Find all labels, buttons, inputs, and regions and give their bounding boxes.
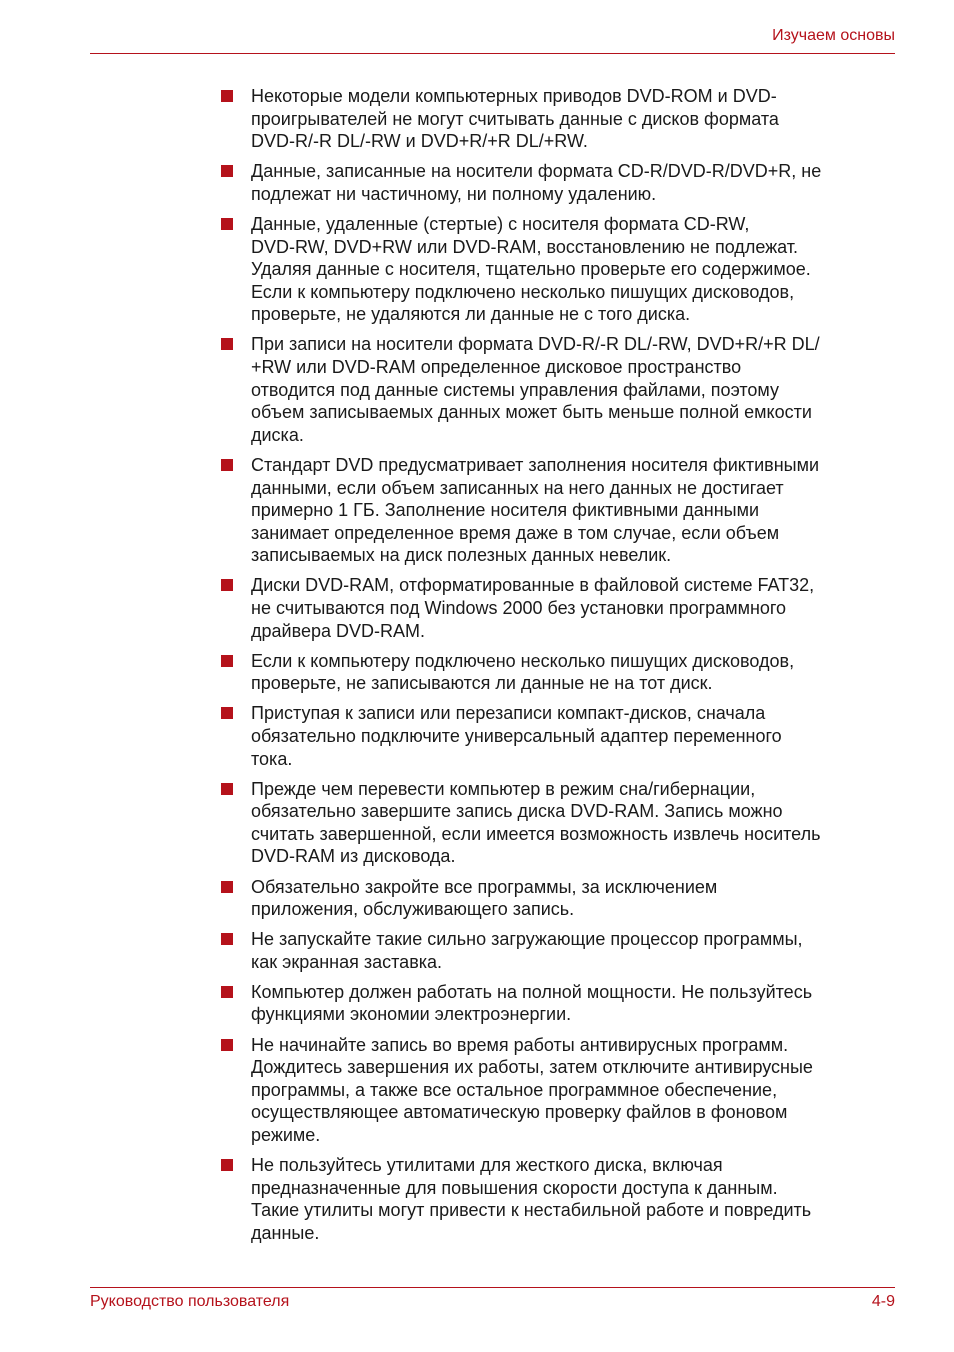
list-item-text: Если к компьютеру подключено несколько пишущих дисководов, проверьте, не записываются ли данные не на тот диск.: [251, 650, 795, 694]
page-content: [221, 85, 901, 1252]
square-bullet-icon: [221, 881, 233, 893]
list-item: [221, 213, 901, 326]
square-bullet-icon: [221, 933, 233, 945]
list-item: [221, 1154, 901, 1244]
square-bullet-icon: [221, 90, 233, 102]
square-bullet-icon: [221, 165, 233, 177]
square-bullet-icon: [221, 459, 233, 471]
square-bullet-icon: [221, 1159, 233, 1171]
list-item: [221, 85, 901, 153]
list-item-text: Некоторые модели компьютерных приводов DVD-ROM и DVD- проигрывателей не могут считывать данные с дисков формата DVD-R/-R DL/-RW и DVD+R/+R DL/+RW.: [251, 86, 779, 152]
list-item-text: Данные, записанные на носители формата CD-R/DVD-R/DVD+R, не подлежат ни частичному, ни полному удалению.: [251, 161, 822, 204]
list-item: [221, 876, 901, 921]
page-footer: [90, 1287, 895, 1327]
manual-title: Руководство пользователя: [90, 1293, 290, 1310]
page-header: [90, 0, 895, 55]
list-item: [221, 574, 901, 642]
header-divider: [90, 53, 895, 54]
square-bullet-icon: [221, 218, 233, 230]
list-item-text: При записи на носители формата DVD-R/-R DL/-RW, DVD+R/+R DL/ +RW или DVD-RAM определенное дисковое пространство отводится под данные системы управления файлами, поэтому объем записываемых данных может быть меньше полной емкости диска.: [251, 334, 820, 445]
square-bullet-icon: [221, 579, 233, 591]
square-bullet-icon: [221, 338, 233, 350]
section-title: Изучаем основы: [772, 27, 895, 44]
list-item-text: Не пользуйтесь утилитами для жесткого диска, включая предназначенные для повышения скорости доступа к данным. Такие утилиты могут привести к нестабильной работе и повредить данные.: [251, 1155, 812, 1243]
list-item: [221, 702, 901, 770]
list-item: [221, 928, 901, 973]
notes-list: [221, 85, 901, 1244]
list-item-text: Данные, удаленные (стертые) с носителя формата CD-RW, DVD-RW, DVD+RW или DVD-RAM, восстановлению не подлежат. Удаляя данные с носителя, тщательно проверьте его содержимое. Если к компьютеру подключено несколько пишущих дисководов, проверьте, не удаляются ли данные не с того диска.: [251, 213, 811, 325]
square-bullet-icon: [221, 655, 233, 667]
square-bullet-icon: [221, 1039, 233, 1051]
page-number: 4-9: [871, 1293, 895, 1310]
list-item: [221, 650, 901, 695]
square-bullet-icon: [221, 783, 233, 795]
square-bullet-icon: [221, 986, 233, 998]
list-item-text: Стандарт DVD предусматривает заполнения носителя фиктивными данными, если объем записанных на него данных не достигает примерно 1 ГБ. Заполнение носителя фиктивными данными занимает определенное время даже в том случае, если объем записываемых на диск полезных данных невелик.: [251, 454, 820, 566]
list-item-text: Диски DVD-RAM, отформатированные в файловой системе FAT32, не считываются под Windows 2000 без установки программного драйвера DVD-RAM.: [251, 575, 815, 641]
list-item-text: Прежде чем перевести компьютер в режим сна/гибернации, обязательно завершите запись диска DVD-RAM. Запись можно считать завершенной, если имеется возможность извлечь носитель DVD-RAM из дисковода.: [251, 778, 821, 867]
footer-divider: [90, 1287, 895, 1288]
square-bullet-icon: [221, 707, 233, 719]
list-item: [221, 778, 901, 868]
list-item-text: Обязательно закройте все программы, за исключением приложения, обслуживающего запись.: [251, 876, 718, 920]
list-item: [221, 160, 901, 205]
list-item-text: Не начинайте запись во время работы антивирусных программ. Дождитесь завершения их работы, затем отключите антивирусные программы, а также все остальное программное обеспечение, осуществляющее автоматическую проверку файлов в фоновом режиме.: [251, 1034, 813, 1145]
list-item-text: Приступая к записи или перезаписи компакт-дисков, сначала обязательно подключите универсальный адаптер переменного тока.: [251, 703, 782, 769]
list-item-text: Компьютер должен работать на полной мощности. Не пользуйтесь функциями экономии электроэнергии.: [251, 981, 813, 1025]
list-item: [221, 454, 901, 567]
list-item: [221, 333, 901, 446]
list-item: [221, 981, 901, 1026]
list-item-text: Не запускайте такие сильно загружающие процессор программы, как экранная заставка.: [251, 929, 803, 972]
list-item: [221, 1034, 901, 1147]
